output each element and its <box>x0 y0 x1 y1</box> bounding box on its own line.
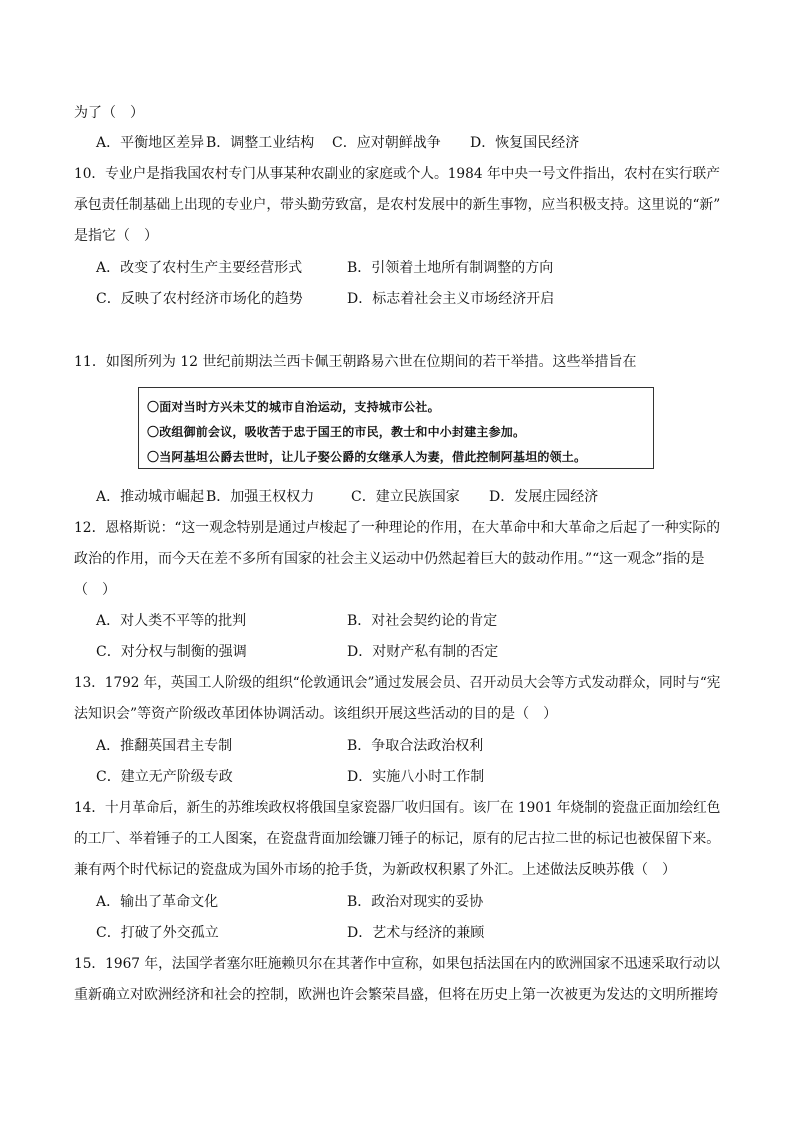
q10-stem-line: 是指它（ ） <box>74 228 158 244</box>
q11-box-line: 〇当阿基坦公爵去世时，让儿子娶公爵的女继承人为妻，借此控制阿基坦的领土。 <box>147 450 587 464</box>
q14-option-b[interactable]: B．政治对现实的妥协 <box>347 894 484 910</box>
q13-stem-line: 法知识会”等资产阶级改革团体协调活动。该组织开展这些活动的目的是（ ） <box>74 706 558 722</box>
q15-stem-line: 15．1967 年，法国学者塞尔旺施赖贝尔在其著作中宣称，如果包括法国在内的欧洲国家不迅速采取行动以 <box>74 956 720 972</box>
q11-source-box <box>138 387 654 469</box>
q9-option-a[interactable]: A．平衡地区差异 <box>96 135 205 151</box>
q10-option-a[interactable]: A．改变了农村生产主要经营形式 <box>96 260 303 276</box>
q10-stem-line: 10．专业户是指我国农村专门从事某种农副业的家庭或个人。1984 年中央一号文件指出，农村在实行联产 <box>74 166 720 182</box>
q10-stem-line: 承包责任制基础上出现的专业户，带头勤劳致富，是农村发展中的新生事物，应当积极支持。这里说的“新” <box>74 197 721 213</box>
q11-option-a[interactable]: A．推动城市崛起 <box>96 489 205 505</box>
q13-options-row <box>96 736 483 756</box>
q11-option-b[interactable]: B．加强王权权力 <box>206 489 315 505</box>
q15-stem-line: 重新确立对欧洲经济和社会的控制，欧洲也许会繁荣昌盛，但将在历史上第一次被更为发达的文明所摧垮 <box>74 987 718 1003</box>
q13-options-row <box>96 767 484 787</box>
q14-option-c[interactable]: C．打破了外交孤立 <box>96 925 219 941</box>
q12-options-row <box>96 642 498 662</box>
q14-stem-line: 的工厂、举着锤子的工人图案，在瓷盘背面加绘镰刀锤子的标记，原有的尼古拉二世的标记也被保留下来。 <box>74 831 721 847</box>
q12-option-a[interactable]: A．对人类不平等的批判 <box>96 613 247 629</box>
q12-stem-line: 政治的作用，而今天在差不多所有国家的社会主义运动中仍然起着巨大的鼓动作用。”“这一观念”指的是 <box>74 551 705 567</box>
q10-options-row <box>96 289 554 309</box>
q14-option-d[interactable]: D．艺术与经济的兼顾 <box>347 925 485 941</box>
q9-stem-end: 为了（ ） <box>74 105 144 121</box>
q13-option-b[interactable]: B．争取合法政治权利 <box>347 738 484 754</box>
q14-stem-line: 14．十月革命后，新生的苏维埃政权将俄国皇家瓷器厂收归国有。该厂在 1901 年烧制的瓷盘正面加绘红色 <box>74 800 721 816</box>
q12-option-c[interactable]: C．对分权与制衡的强调 <box>96 644 247 660</box>
q11-stem: 11．如图所列为 12 世纪前期法兰西卡佩王朝路易六世在位期间的若干举措。这些举措旨在 <box>74 354 637 370</box>
q13-option-a[interactable]: A．推翻英国君主专制 <box>96 738 233 754</box>
q14-options-row <box>96 923 484 943</box>
q12-option-b[interactable]: B．对社会契约论的肯定 <box>347 613 498 629</box>
q11-box-line: 〇改组御前会议，吸收苦于忠于国王的市民，教士和中小封建主参加。 <box>147 425 526 439</box>
q10-options-row <box>96 258 553 278</box>
q14-options-row <box>96 892 483 912</box>
q10-option-c[interactable]: C．反映了农村经济市场化的趋势 <box>96 291 303 307</box>
q12-option-d[interactable]: D．对财产私有制的否定 <box>347 644 499 660</box>
q12-stem-line: （ ） <box>74 582 116 598</box>
q12-options-row <box>96 611 497 631</box>
q9-option-d[interactable]: D．恢复国民经济 <box>470 135 580 151</box>
q11-option-d[interactable]: D．发展庄园经济 <box>489 489 599 505</box>
q14-option-a[interactable]: A．输出了革命文化 <box>96 894 219 910</box>
q9-option-c[interactable]: C．应对朝鲜战争 <box>332 135 441 151</box>
q13-option-d[interactable]: D．实施八小时工作制 <box>347 769 485 785</box>
q11-box-line: 〇面对当时方兴未艾的城市自治运动，支持城市公社。 <box>147 400 440 414</box>
q11-options <box>96 487 598 507</box>
q14-stem-line: 兼有两个时代标记的瓷盘成为国外市场的抢手货，为新政权积累了外汇。上述做法反映苏俄（ ） <box>74 862 676 878</box>
q12-stem-line: 12．恩格斯说：“这一观念特别是通过卢梭起了一种理论的作用，在大革命中和大革命之后起了一种实际的 <box>74 520 721 536</box>
q13-stem-line: 13．1792 年，英国工人阶级的组织“伦敦通讯会”通过发展会员、召开动员大会等方式发动群众，同时与“宪 <box>74 675 721 691</box>
q10-option-b[interactable]: B．引领着土地所有制调整的方向 <box>347 260 554 276</box>
q13-option-c[interactable]: C．建立无产阶级专政 <box>96 769 233 785</box>
q9-options <box>96 133 579 153</box>
q11-option-c[interactable]: C．建立民族国家 <box>351 489 460 505</box>
q9-option-b[interactable]: B．调整工业结构 <box>206 135 315 151</box>
q10-option-d[interactable]: D．标志着社会主义市场经济开启 <box>347 291 555 307</box>
